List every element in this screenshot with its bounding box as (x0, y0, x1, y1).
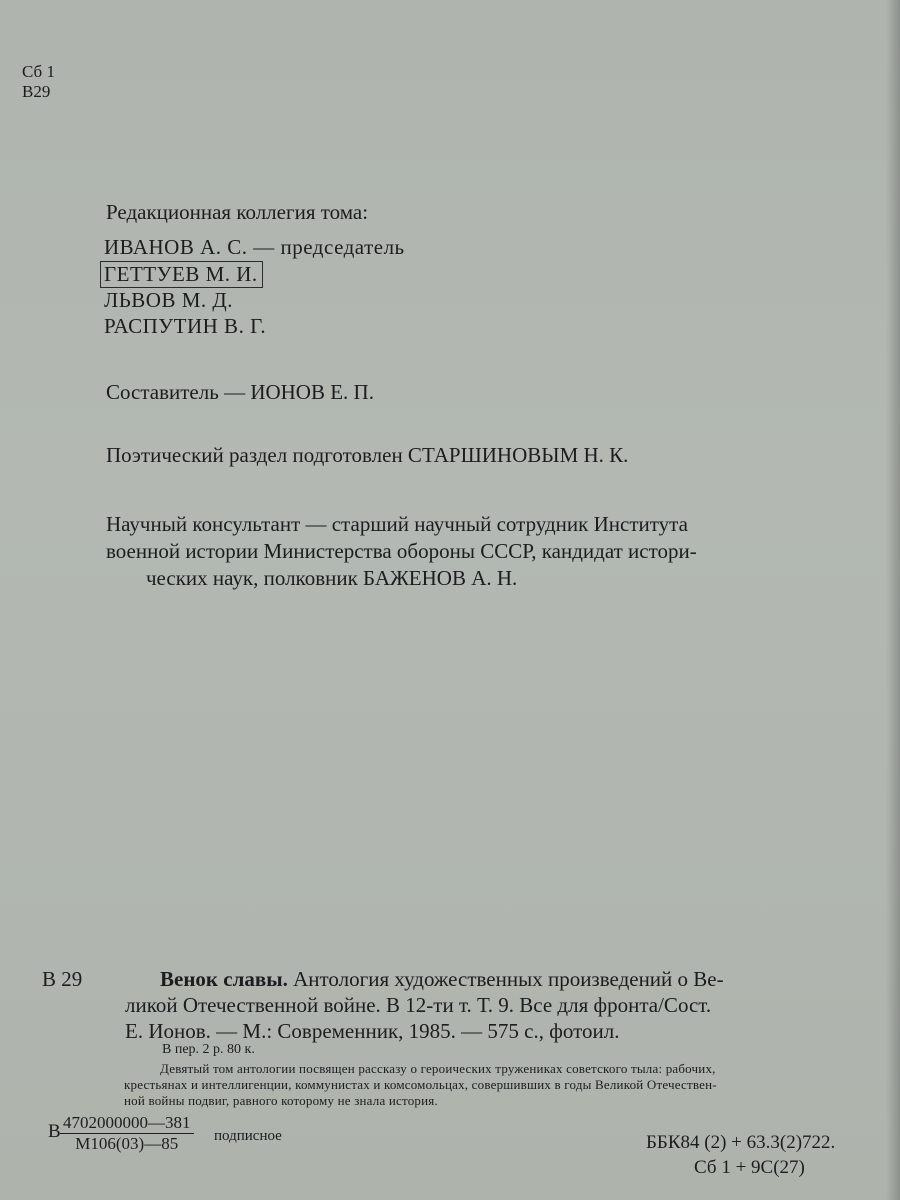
classification-line-1: Сб 1 (22, 62, 55, 81)
board-member: РАСПУТИН В. Г. (104, 314, 267, 338)
poetry-section-line: Поэтический раздел подготовлен СТАРШИНОВЫМ Н. К. (106, 443, 629, 467)
classification-code (22, 62, 55, 102)
board-member-framed (104, 262, 263, 287)
bbk-line-1: ББК84 (2) + 63.3(2)722. (646, 1132, 836, 1153)
catalog-index: В 29 (42, 967, 83, 991)
compiler-line: Составитель — ИОНОВ Е. П. (106, 380, 374, 404)
catalog-price: В пер. 2 р. 80 к. (162, 1042, 255, 1057)
annotation-line: ной войны подвиг, равного которому не знала история. (124, 1093, 438, 1108)
page-edge-shadow (886, 0, 900, 1200)
consultant-line: ческих наук, полковник БАЖЕНОВ А. Н. (146, 566, 518, 590)
classification-line-2: В29 (22, 82, 51, 101)
board-member-chairman: ИВАНОВ А. С. — председатель (104, 235, 405, 259)
formula-prefix: В (48, 1121, 61, 1142)
formula-suffix: подписное (214, 1128, 282, 1144)
catalog-entry-line-3: Е. Ионов. — М.: Современник, 1985. — 575 с., фотоил. (125, 1019, 620, 1043)
formula-denominator: М106(03)—85 (75, 1134, 179, 1153)
editorial-board-heading: Редакционная коллегия тома: (106, 200, 369, 224)
consultant-block (106, 511, 862, 592)
consultant-line: Научный консультант — старший научный сотрудник Института (106, 512, 688, 536)
catalog-entry-line-1 (160, 966, 724, 992)
catalog-title: Венок славы. (160, 967, 288, 991)
annotation-line: крестьянах и интеллигенции, коммунистах и комсомольцах, совершивших в годы Великой Отечествен- (124, 1077, 717, 1092)
formula-fraction (60, 1113, 194, 1154)
consultant-line: военной истории Министерства обороны СССР, кандидат истори- (106, 539, 697, 563)
annotation-line: Девятый том антологии посвящен рассказу о героических тружениках советского тыла: рабочих, (160, 1061, 716, 1076)
formula-numerator: 4702000000—381 (60, 1113, 194, 1134)
catalog-entry-line-2: ликой Отечественной войне. В 12-ти т. Т. 9. Все для фронта/Сост. (125, 993, 712, 1017)
board-member: ЛЬВОВ М. Д. (104, 288, 233, 312)
catalog-title-rest: Антология художественных произведений о Ве- (287, 967, 724, 991)
board-member-name-framed: ГЕТТУЕВ М. И. (100, 261, 263, 288)
bbk-line-2: Сб 1 + 9С(27) (694, 1157, 805, 1178)
